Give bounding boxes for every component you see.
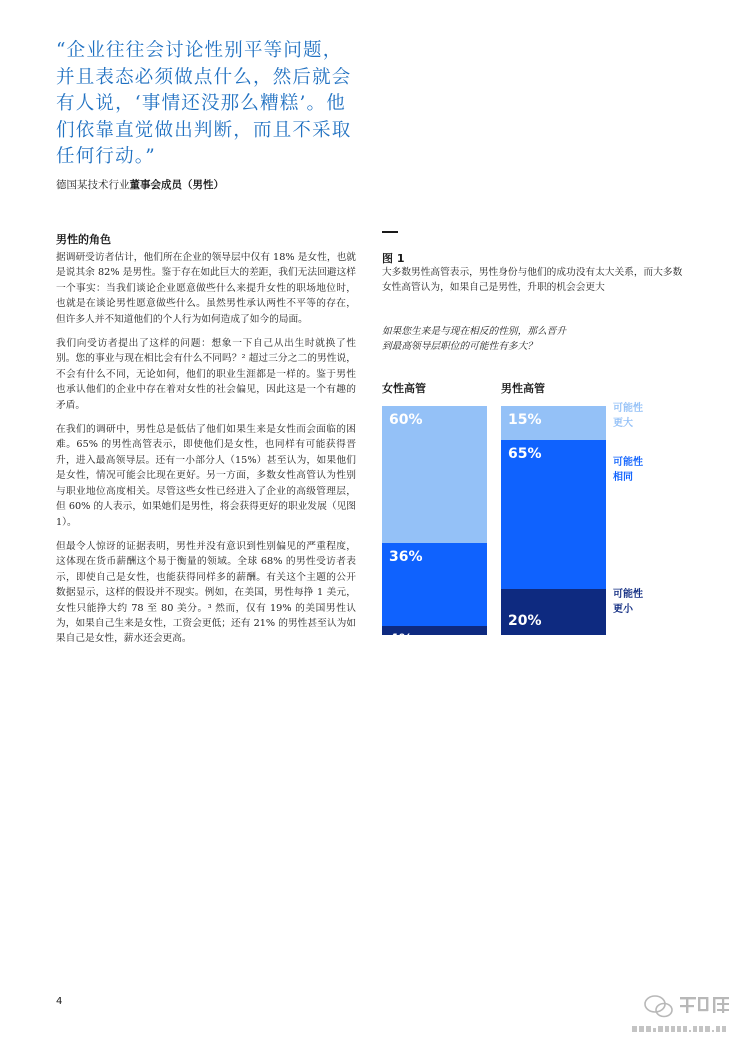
paragraph: 但最令人惊讶的证据表明，男性并没有意识到性别偏见的严重程度，这体现在货币薪酬这个易于衡量的领域。全球 68% 的男性受访者表示，即使自己是女性，也能获得同样多的薪酬。有关这个主题的公开数据显示，这样的假设并不现实。例如，在美国，男性每挣 1 美元，女性只能挣大约 78 至 80 美分。³ 然而，仅有 19% 的美国男性认为，如果自己生来是女性，工资会更低；还有 21% 的男性甚至认为如果自己是女性，薪水还会更高。 <box>56 540 356 645</box>
chart-bar <box>501 406 606 635</box>
attribution-prefix: 德国某技术行业 <box>56 179 130 191</box>
quote-attribution <box>56 177 224 192</box>
chart-legend-label <box>613 401 673 431</box>
page-number: 4 <box>56 996 63 1007</box>
chart-data-label: 20% <box>508 613 542 629</box>
chart-legend-label-line: 可能性 <box>613 589 643 601</box>
article-column <box>56 231 356 656</box>
figure-caption: 大多数男性高管表示，男性身份与他们的成功没有太大关系，而大多数女性高管认为，如果自己是男性，升职的机会会更大 <box>382 267 683 294</box>
chart-legend-label-line: 更小 <box>613 604 633 616</box>
attribution-role: 董事会成员（男性） <box>129 179 224 191</box>
watermark-account-letters <box>632 1026 726 1032</box>
chart-data-label: 15% <box>508 412 542 428</box>
chart-category-label: 男性高管 <box>501 382 545 395</box>
chart-data-label: 60% <box>389 412 423 428</box>
chart-data-label: 36% <box>389 549 423 566</box>
paragraph: 据调研受访者估计，他们所在企业的领导层中仅有 18% 是女性，也就是说其余 82% 是男性。鉴于存在如此巨大的差距，我们无法回避这样一个事实：当我们谈论企业愿意做些什么来提升女性的职场地位时，也就是在谈论男性愿意做些什么。虽然男性承认两性不平等的存在，但许多人并不知道他们的个人行为如何造成了如今的局面。 <box>56 252 356 325</box>
chart-data-label: 65% <box>508 446 542 463</box>
chart-bar-segment <box>501 440 606 589</box>
chart-legend-label-line: 可能性 <box>613 403 643 414</box>
chart-bar <box>382 406 487 648</box>
figure-label: 图 1 <box>382 252 405 265</box>
chart-legend-label-line: 更大 <box>613 418 633 429</box>
section-title: 男性的角色 <box>56 233 111 246</box>
figure-question-line2: 到最高领导层职位的可能性有多大？ <box>382 341 537 353</box>
pull-quote: “企业往往会讨论性别平等问题，并且表态必须做点什么，然后就会有人说，‘事情还没那么糟糕’。他们依靠直觉做出判断，而且不采取任何行动。” <box>56 40 352 167</box>
paragraph: 在我们的调研中，男性总是低估了他们如果生来是女性而会面临的困难。65% 的男性高管表示，即使他们是女性，也同样有可能获得晋升，进入最高领导层。还有一小部分人（15%）甚至认为，如果他们是女性，情况可能会比现在更好。另一方面，多数女性高管认为性别与职业地位高度相关。尽管这些女性已经进入了企业的高级管理层，但 60% 的人表示，如果她们是男性，将会获得更好的职业发展（见图 1）。 <box>56 424 356 528</box>
wechat-icon <box>645 996 672 1017</box>
chart-legend-label-line: 相同 <box>613 472 633 484</box>
chart-legend-label <box>613 455 673 485</box>
watermark-logo <box>628 990 738 1038</box>
chart-legend-label-line: 可能性 <box>613 457 643 469</box>
watermark-logo-letters <box>680 997 729 1013</box>
figure-question-line1: 如果您生来是与现在相反的性别，那么晋升 <box>382 326 567 337</box>
figure-rule <box>382 231 398 233</box>
paragraph: 我们向受访者提出了这样的问题：想象一下自己从出生时就换了性别。您的事业与现在相比会有什么不同吗？² 超过三分之二的男性说，不会有什么不同，无论如何，他们的职业生涯都是一样的。鉴于男性也承认他们的企业中存在着对女性的社会偏见，因此这是一个有趣的矛盾。 <box>56 338 356 411</box>
figure-question <box>382 324 642 355</box>
chart-data-label: 4% <box>389 631 413 648</box>
chart-legend-label <box>613 587 673 617</box>
chart-category-label: 女性高管 <box>382 382 426 395</box>
